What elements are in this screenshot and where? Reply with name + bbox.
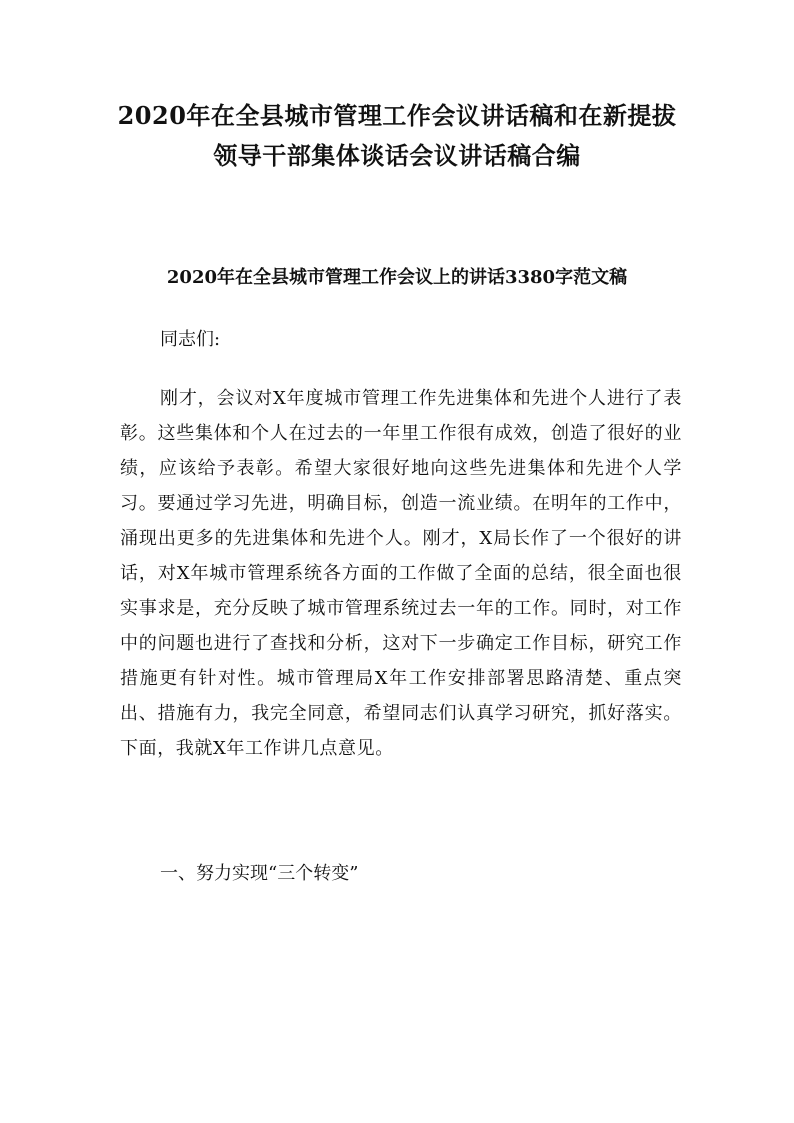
section-heading-1: 一、努力实现“三个转变” [160,863,359,884]
body-paragraph: 刚才，会议对X年度城市管理工作先进集体和先进个人进行了表彰。这些集体和个人在过去的一年里工作很有成效，创造了很好的业绩，应该给予表彰。希望大家很好地向这些先进集体和先进个人学习。要通过学习先进，明确目标，创造一流业绩。在明年的工作中，涌现出更多的先进集体和先进个人。刚才，X局长作了一个很好的讲话，对X年城市管理系统各方面的工作做了全面的总结，很全面也很实事求是，充分反映了城市管理系统过去一年的工作。同时，对工作中的问题也进行了查找和分析，这对下一步确定工作目标，研究工作措施更有针对性。城市管理局X年工作安排部署思路清楚、重点突出、措施有力，我完全同意，希望同志们认真学习研究，抓好落实。下面，我就X年工作讲几点意见。 [120,388,682,759]
document-title-line-2: 领导干部集体谈话会议讲话稿合编 [213,141,581,170]
section-title: 2020年在全县城市管理工作会议上的讲话3380字范文稿 [166,267,628,288]
salutation: 同志们: [160,329,221,350]
document-title-line-1: 2020年在全县城市管理工作会议讲话稿和在新提拔 [117,101,677,130]
document-title [60,96,734,176]
